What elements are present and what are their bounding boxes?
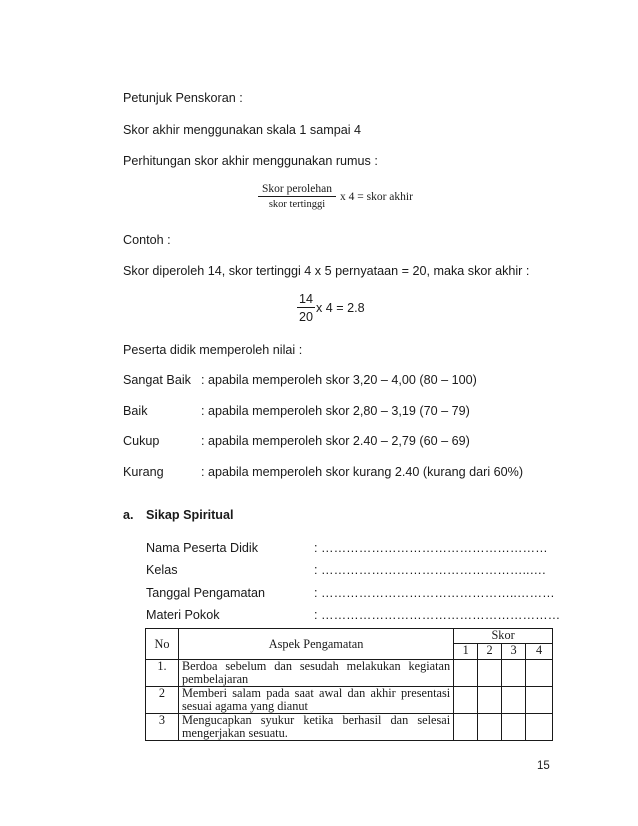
example-heading: Contoh :	[123, 233, 171, 247]
table-row	[146, 687, 553, 714]
table-header-row	[146, 629, 553, 644]
formula-multiplier: x 4 = skor akhir	[340, 191, 413, 203]
observation-table	[145, 628, 553, 741]
score-cell[interactable]	[454, 687, 478, 714]
field-value: : ………………………………………..………	[314, 586, 555, 600]
grade-description: : apabila memperoleh skor kurang 2.40 (kurang dari 60%)	[201, 465, 524, 479]
score-cell[interactable]	[478, 687, 502, 714]
formula-fraction	[258, 183, 336, 210]
grade-description: : apabila memperoleh skor 2.40 – 2,79 (60 – 69)	[201, 434, 470, 448]
row-number: 3	[146, 714, 179, 741]
formula-numerator: Skor perolehan	[262, 183, 332, 195]
section-title: Sikap Spiritual	[146, 508, 234, 522]
score-cell[interactable]	[526, 687, 553, 714]
grade-label: Baik	[123, 404, 148, 418]
grade-label: Cukup	[123, 434, 160, 448]
formula-denominator: skor tertinggi	[268, 199, 326, 210]
calculation-note: Perhitungan skor akhir menggunakan rumus :	[123, 154, 378, 168]
score-cell[interactable]	[478, 660, 502, 687]
section-marker: a.	[123, 508, 134, 522]
row-aspect: Mengucapkan syukur ketika berhasil dan selesai mengerjakan sesuatu.	[178, 714, 453, 741]
score-cell[interactable]	[502, 714, 526, 741]
header-no: No	[146, 629, 179, 660]
score-col-header: 4	[526, 644, 553, 660]
example-fraction	[297, 292, 315, 324]
score-cell[interactable]	[454, 660, 478, 687]
header-score: Skor	[454, 629, 553, 644]
field-label: Tanggal Pengamatan	[146, 586, 266, 600]
score-col-header: 2	[478, 644, 502, 660]
score-cell[interactable]	[478, 714, 502, 741]
grade-description: : apabila memperoleh skor 3,20 – 4,00 (80 – 100)	[201, 373, 477, 387]
field-label: Materi Pokok	[146, 608, 220, 622]
field-label: Kelas	[146, 563, 178, 577]
score-cell[interactable]	[502, 687, 526, 714]
field-label: Nama Peserta Didik	[146, 541, 258, 555]
grade-intro: Peserta didik memperoleh nilai :	[123, 343, 303, 357]
field-value: : ………………………………………………	[314, 541, 548, 555]
example-numerator: 14	[298, 292, 313, 306]
table-row	[146, 714, 553, 741]
scoring-instructions-heading: Petunjuk Penskoran :	[123, 91, 243, 105]
score-cell[interactable]	[526, 714, 553, 741]
field-value: : …………………………………………..….	[314, 563, 546, 577]
grade-label: Kurang	[123, 465, 164, 479]
table-row	[146, 660, 553, 687]
scale-note: Skor akhir menggunakan skala 1 sampai 4	[123, 123, 362, 137]
example-description: Skor diperoleh 14, skor tertinggi 4 x 5 pernyataan = 20, maka skor akhir :	[123, 264, 530, 278]
example-result: x 4 = 2.8	[316, 301, 365, 315]
row-number: 1.	[146, 660, 179, 687]
score-cell[interactable]	[454, 714, 478, 741]
example-fraction-bar	[297, 307, 315, 308]
grade-label: Sangat Baik	[123, 373, 191, 387]
row-aspect: Memberi salam pada saat awal dan akhir presentasi sesuai agama yang dianut	[178, 687, 453, 714]
formula-fraction-bar	[258, 196, 336, 197]
grade-description: : apabila memperoleh skor 2,80 – 3,19 (70 – 79)	[201, 404, 470, 418]
row-aspect: Berdoa sebelum dan sesudah melakukan kegiatan pembelajaran	[178, 660, 453, 687]
example-denominator: 20	[298, 310, 313, 324]
row-number: 2	[146, 687, 179, 714]
score-col-header: 1	[454, 644, 478, 660]
header-aspect: Aspek Pengamatan	[178, 629, 453, 660]
score-col-header: 3	[502, 644, 526, 660]
page-number: 15	[537, 760, 550, 772]
field-value: : …………………………………………………	[314, 608, 561, 622]
score-cell[interactable]	[502, 660, 526, 687]
score-cell[interactable]	[526, 660, 553, 687]
